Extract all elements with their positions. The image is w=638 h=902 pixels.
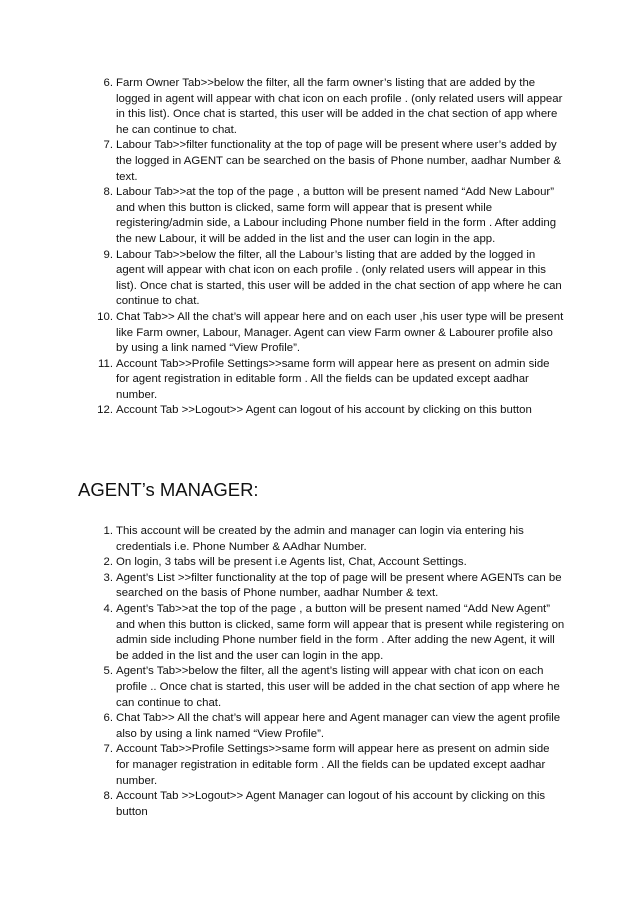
list-item-text: Labour Tab>>at the top of the page , a button will be present named “Add New Labour” and when this button is clicked, same form will appear that is present while registering/admin side, a Labour including Phone number field in the form . After adding the new Labour, it will be added in the list and the user can login in the app.	[116, 186, 557, 245]
list-item	[87, 664, 565, 711]
list-item-number: 6.	[103, 77, 113, 89]
list-item	[87, 138, 565, 185]
list-item	[87, 524, 565, 555]
list-item	[87, 357, 565, 404]
list-item-number: 8.	[103, 186, 113, 199]
list-item-text: Account Tab>>Profile Settings>>same form will appear here as present on admin side for agent registration in editable form . All the fields can be updated except aadhar number.	[116, 357, 550, 401]
list-item	[87, 403, 565, 419]
list-item-text: Labour Tab>>filter functionality at the top of page will be present where user’s added by the logged in AGENT can be searched on the basis of Phone number, aadhar Number & text.	[116, 139, 561, 183]
list-item	[87, 742, 565, 789]
list-item	[87, 76, 565, 138]
list-item-text: Account Tab>>Profile Settings>>same form will appear here as present on admin side for manager registration in editable form . All the fields can be updated except aadhar number.	[116, 743, 550, 787]
list-item-number: 6.	[103, 712, 113, 725]
list-item	[87, 789, 565, 820]
list-item-text: Agent’s Tab>>at the top of the page , a button will be present named “Add New Agent” and when this button is clicked, same form will appear that is present while registering on admin side including Phone number field in the form . After adding the new Agent, it will be added in the list and the user can login in the app.	[116, 602, 565, 662]
list-item-number: 5.	[103, 665, 113, 678]
list-item-number: 7.	[103, 139, 113, 152]
list-item	[87, 602, 565, 664]
list-item	[87, 571, 565, 602]
list-item-text: Farm Owner Tab>>below the filter, all the farm owner’s listing that are added by the logged in agent will appear with chat icon on each profile . (only related users will appear in this list). Once chat is started, this user will be added in the chat section of app where he can continue to chat.	[116, 77, 563, 136]
list-item-text: Chat Tab>> All the chat’s will appear here and on each user ,his user type will be present like Farm owner, Labour, Manager. Agent can view Farm owner & Labourer profile also by using a link named “View Profile”.	[116, 310, 564, 355]
list-item	[87, 711, 565, 742]
list-item-text: Account Tab >>Logout>> Agent can logout of his account by clicking on this button	[116, 404, 532, 417]
list-item-number: 3.	[103, 571, 113, 584]
list-item-text: Agent’s Tab>>below the filter, all the agent’s listing will appear with chat icon on each profile .. Once chat is started, this user will be added in the chat section of app where he can continue to chat.	[116, 665, 560, 709]
list-item	[87, 248, 565, 310]
section-heading: AGENT’s MANAGER:	[78, 479, 259, 500]
list-item-number: 9.	[103, 248, 113, 261]
list-item-text: Chat Tab>> All the chat’s will appear here and Agent manager can view the agent profile also by using a link named “View Profile”.	[116, 712, 561, 740]
list-item-number: 10.	[97, 310, 113, 323]
list-item-text: Agent’s List >>filter functionality at the top of page will be present where AGENTs can be searched on the basis of Phone number, aadhar Number & text.	[116, 571, 562, 600]
list-item-number: 7.	[103, 743, 113, 756]
list-item	[87, 310, 565, 357]
list-item-text: Account Tab >>Logout>> Agent Manager can logout of his account by clicking on this button	[116, 790, 546, 818]
list-item	[87, 555, 565, 571]
list-item-text: This account will be created by the admin and manager can login via entering his credentials i.e. Phone Number & AAdhar Number.	[116, 525, 524, 553]
agent-manager-list	[87, 524, 565, 820]
list-item-number: 8.	[103, 790, 113, 803]
list-item	[87, 185, 565, 247]
list-item-text: On login, 3 tabs will be present i.e Agents list, Chat, Account Settings.	[116, 556, 467, 569]
list-item-number: 12.	[97, 404, 113, 417]
list-item-number: 1.	[103, 525, 113, 537]
list-item-number: 2.	[103, 556, 113, 569]
list-item-number: 11.	[98, 357, 113, 370]
agent-tabs-list	[87, 76, 565, 419]
list-item-text: Labour Tab>>below the filter, all the Labour’s listing that are added by the logged in agent will appear with chat icon on each profile . (only related users will appear in this list). Once chat is started, this user will be added in the chat section of app where he can continue to chat.	[116, 248, 562, 308]
list-item-number: 4.	[103, 602, 113, 615]
